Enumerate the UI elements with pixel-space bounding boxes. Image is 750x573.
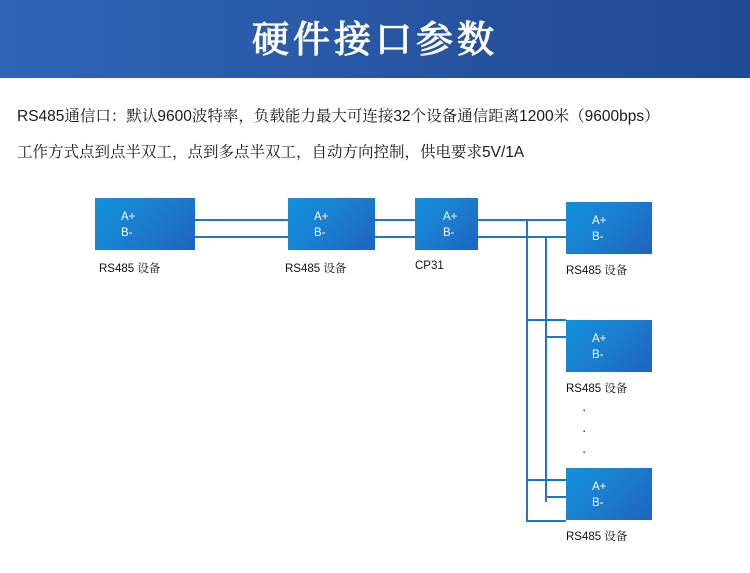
wire-left2-cp31-a bbox=[375, 219, 415, 221]
wire-bus-right2-a bbox=[526, 319, 566, 321]
wire-cp31-bus-a bbox=[478, 219, 566, 221]
ellipsis-dot-3: · bbox=[582, 444, 587, 459]
device-box-cp31 bbox=[415, 198, 478, 250]
wire-bus-right3-a bbox=[526, 479, 566, 481]
wire-bus-vertical-a bbox=[526, 219, 528, 521]
wire-cp31-bus-b bbox=[478, 236, 566, 238]
pin-label-b: B- bbox=[592, 348, 604, 361]
description-line-2: 工作方式点到点半双工，点到多点半双工，自动方向控制，供电要求5V/1A bbox=[17, 144, 525, 161]
pin-label-a: A+ bbox=[121, 211, 136, 223]
wire-left2-cp31-b bbox=[375, 236, 415, 238]
ellipsis-dot-2: · bbox=[582, 423, 587, 438]
pin-label-b: B- bbox=[443, 226, 455, 239]
device-box-left-2 bbox=[288, 198, 375, 250]
rs485-topology-diagram bbox=[0, 180, 750, 573]
wire-bus-right2-b bbox=[545, 336, 566, 338]
device-box-right-2 bbox=[566, 320, 652, 372]
wire-left1-left2-a bbox=[195, 219, 288, 221]
device-caption-left-1: RS485 设备 bbox=[99, 263, 161, 275]
wire-bus-bottom bbox=[526, 520, 566, 522]
device-caption-right-2: RS485 设备 bbox=[566, 383, 628, 395]
pin-label-a: A+ bbox=[314, 211, 329, 223]
pin-label-a: A+ bbox=[592, 333, 607, 345]
pin-label-b: B- bbox=[314, 226, 326, 239]
wire-bus-vertical-b bbox=[545, 236, 547, 502]
pin-label-a: A+ bbox=[592, 481, 607, 493]
description-line-1: RS485通信口：默认9600波特率，负载能力最大可连接32个设备通信距离1200米（9600bps） bbox=[17, 108, 660, 125]
wire-bus-right3-b bbox=[545, 496, 566, 498]
device-caption-cp31: CP31 bbox=[415, 260, 444, 272]
pin-label-a: A+ bbox=[443, 211, 458, 223]
page-title: 硬件接口参数 bbox=[252, 18, 498, 60]
device-box-left-1 bbox=[95, 198, 195, 250]
ellipsis-dot-1: · bbox=[582, 402, 587, 417]
device-box-right-3 bbox=[566, 468, 652, 520]
device-caption-right-1: RS485 设备 bbox=[566, 265, 628, 277]
device-caption-left-2: RS485 设备 bbox=[285, 263, 347, 275]
pin-label-a: A+ bbox=[592, 215, 607, 227]
wire-left1-left2-b bbox=[195, 236, 288, 238]
device-caption-right-3: RS485 设备 bbox=[566, 531, 628, 543]
device-box-right-1 bbox=[566, 202, 652, 254]
header-banner bbox=[0, 0, 750, 78]
pin-label-b: B- bbox=[592, 496, 604, 509]
pin-label-b: B- bbox=[121, 226, 133, 239]
pin-label-b: B- bbox=[592, 230, 604, 243]
